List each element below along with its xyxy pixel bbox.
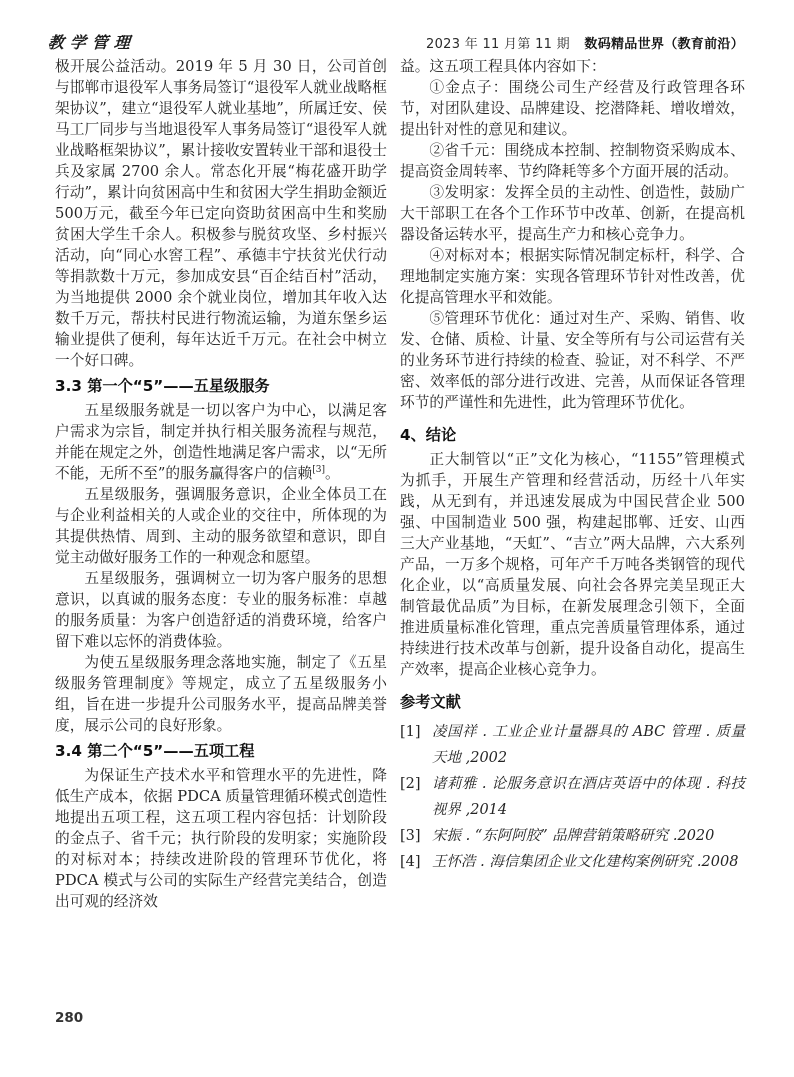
reference-item [400, 719, 745, 771]
page-header [48, 30, 744, 54]
paragraph-text: 。 [324, 465, 340, 482]
reference-text: 王怀浩 . 海信集团企业文化建构案例研究 .2008 [432, 854, 739, 870]
paragraph: 为使五星级服务理念落地实施，制定了《五星级服务管理制度》等规定，成立了五星级服务小组，旨在进一步提升公司服务水平，提高品牌美誉度，展示公司的良好形象。 [55, 654, 387, 734]
list-item-2-save1000: ②省千元：围绕成本控制、控制物资采购成本、提高资金周转率、节约降耗等多个方面开展的活动。 [400, 142, 745, 180]
page-number: 280 [55, 1010, 84, 1026]
journal-section-title: 教学管理 [47, 33, 137, 52]
paragraph: 五星级服务，强调服务意识，企业全体员工在与企业利益相关的人或企业的交往中，所体现的为其提供热情、周到、主动的服务欲望和意识，即自觉主动做好服务工作的一种观念和愿望。 [55, 486, 387, 566]
list-item-1-goldidea: ①金点子：围绕公司生产经营及行政管理各环节，对团队建设、品牌建设、挖潜降耗、增收增效，提出针对性的意见和建议。 [400, 79, 745, 138]
right-column [400, 56, 745, 912]
reference-number: [2] [400, 776, 421, 792]
list-item-5-optimization: ⑤管理环节优化：通过对生产、采购、销售、收发、仓储、质检、计量、安全等所有与公司运营有关的业务环节进行持续的检查、验证，对不科学、不严密、效率低的部分进行改进、完善，从而保证各管理环节的严谨性和先进性，此为管理环节优化。 [400, 310, 745, 411]
paragraph: 为保证生产技术水平和管理水平的先进性，降低生产成本，依据 PDCA 质量管理循环模式创造性地提出五项工程，这五项工程内容包括：计划阶段的金点子、省千元；执行阶段的发明家；实施阶段的对标对本；持续改进阶段的管理环节优化，将 PDCA 模式与公司的实际生产经营完美结合，创造出可观的经济效 [55, 767, 387, 910]
reference-number: [4] [400, 854, 421, 870]
citation-marker: [3] [312, 465, 325, 476]
reference-item [400, 771, 745, 823]
reference-text: 凌国祥 . 工业企业计量器具的 ABC 管理 . 质量天地 ,2002 [432, 724, 745, 766]
reference-list [400, 719, 745, 875]
paragraph: 五星级服务，强调树立一切为客户服务的思想意识，以真诚的服务态度：专业的服务标准：卓越的服务质量：为客户创造舒适的消费环境，给客户留下难以忘怀的消费体验。 [55, 570, 387, 650]
journal-name: 数码精品世界（教育前沿） [584, 37, 744, 52]
reference-item [400, 823, 745, 849]
reference-number: [1] [400, 724, 421, 740]
paragraph [55, 400, 387, 484]
reference-number: [3] [400, 828, 421, 844]
list-item-4-benchmark: ④对标对本；根据实际情况制定标杆，科学、合理地制定实施方案：实现各管理环节针对性改善，优化提高管理水平和效能。 [400, 247, 745, 306]
paragraph-text: 五星级服务就是一切以客户为中心，以满足客户需求为宗旨，制定并执行相关服务流程与规范，并能在规定之外，创造性地满足客户需求，以“无所不能，无所不至”的服务赢得客户的信赖 [55, 402, 387, 482]
reference-text: 宋振 . “东阿阿胶” 品牌营销策略研究 .2020 [432, 828, 715, 844]
section-heading-conclusion: 4、结论 [400, 426, 457, 444]
references-heading: 参考文献 [400, 693, 461, 711]
reference-text: 诸莉雅 . 论服务意识在酒店英语中的体现 . 科技视界 ,2014 [432, 776, 745, 818]
paragraph-continuation: 极开展公益活动。2019 年 5 月 30 日，公司首创与邯郸市退役军人事务局签订“退役军人就业战略框架协议”，建立“退役军人就业基地”，所属迁安、侯马工厂同步与当地退役军人事务局签订“退役军人就业战略框架协议”，累计接收安置转业干部和退役士兵及家属 2700 余人。常态化开展“梅花盛开助学行动”，累计向贫困高中生和贫困大学生捐助金额近500万元，截至今年已定向资助贫困高中生和奖励贫困大学生千余人。积极参与脱贫攻坚、乡村振兴活动，向“同心水窖工程”、承德丰宁扶贫光伏行动等捐款数十万元，参加成安县“百企结百村”活动，为当地提供 2000 余个就业岗位，增加其年收入达数千万元，帮扶村民进行物流运输，为道东堡乡运输业提供了便利，每年达近千万元。在社会中树立一个好口碑。 [55, 58, 387, 369]
list-item-3-inventor: ③发明家：发挥全员的主动性、创造性，鼓励广大干部职工在各个工作环节中改革、创新，在提高机器设备运转水平，提高生产力和核心竞争力。 [400, 184, 745, 243]
issue-date: 2023 年 11 月第 11 期 [426, 37, 570, 52]
reference-item [400, 849, 745, 875]
paragraph-continuation: 益。这五项工程具体内容如下： [400, 58, 606, 75]
conclusion-paragraph: 正大制管以“正”文化为核心，“1155”管理模式为抓手，开展生产管理和经营活动，历经十八年实践，从无到有，并迅速发展成为中国民营企业 500 强、中国制造业 500 强，构建起邯郸、迁安、山西三大产业基地，“天虹”、“吉立”两大品牌，六大系列产品，一万多个规格，可年产千万吨各类钢管的现代化企业，以“高质量发展、向社会各界完美呈现正大制管最优品质”为目标，在新发展理念引领下，全面推进质量标准化管理，重点完善质量管理体系，通过持续进行技术改革与创新，提升设备自动化，提高生产效率，提高企业核心竞争力。 [400, 451, 745, 678]
section-heading-3-4: 3.4 第二个“5”——五项工程 [55, 742, 255, 760]
header-issue-line [426, 33, 744, 52]
section-heading-3-3: 3.3 第一个“5”——五星级服务 [55, 377, 270, 395]
left-column [55, 56, 387, 912]
article-body [55, 56, 745, 912]
